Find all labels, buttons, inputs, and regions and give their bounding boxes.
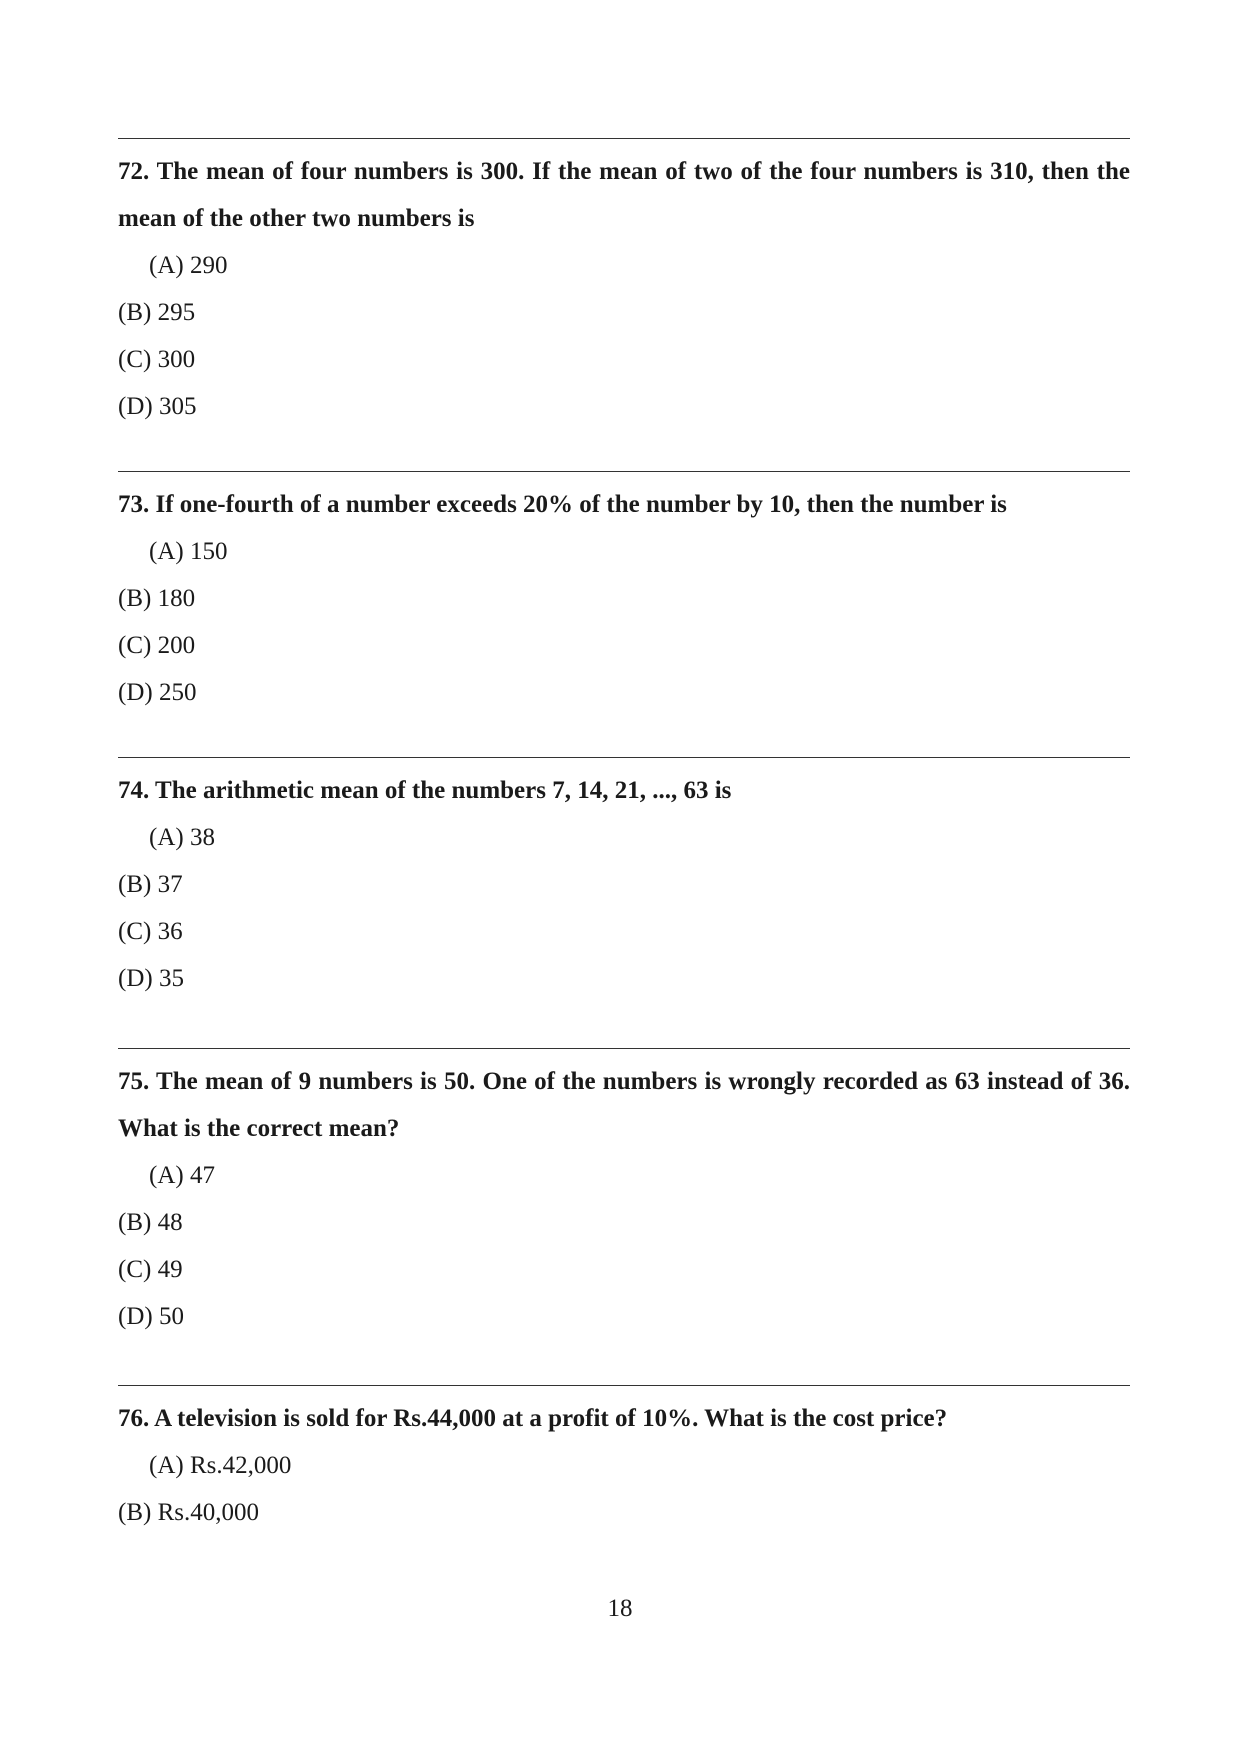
- divider-rule: [118, 1385, 1130, 1386]
- question-75: [118, 1048, 1130, 1340]
- option-c: (C) 300: [118, 346, 196, 373]
- option-a: (A) 47: [149, 1162, 215, 1189]
- divider-rule: [118, 757, 1130, 758]
- option-b: (B) 37: [118, 871, 183, 898]
- question-72: [118, 138, 1130, 430]
- option-b: (B) 295: [118, 299, 196, 326]
- option-b: (B) 180: [118, 585, 196, 612]
- option-d: (D) 35: [118, 965, 184, 992]
- option-b: (B) Rs.40,000: [118, 1499, 259, 1526]
- option-b: (B) 48: [118, 1209, 183, 1236]
- option-a: (A) 38: [149, 824, 215, 851]
- option-c: (C) 200: [118, 632, 196, 659]
- question-text: 72. The mean of four numbers is 300. If the mean of two of the four numbers is 310, then the mean of the other two numbers is: [118, 158, 1130, 232]
- option-d: (D) 50: [118, 1303, 184, 1330]
- option-c: (C) 36: [118, 918, 183, 945]
- question-76: [118, 1385, 1130, 1536]
- option-c: (C) 49: [118, 1256, 183, 1283]
- divider-rule: [118, 138, 1130, 139]
- page-number: 18: [607, 1595, 633, 1622]
- option-d: (D) 305: [118, 393, 197, 420]
- question-73: [118, 471, 1130, 716]
- divider-rule: [118, 471, 1130, 472]
- question-74: [118, 757, 1130, 1002]
- option-a: (A) 290: [149, 252, 228, 279]
- question-text: 74. The arithmetic mean of the numbers 7, 14, 21, ..., 63 is: [118, 777, 732, 804]
- divider-rule: [118, 1048, 1130, 1049]
- question-text: 75. The mean of 9 numbers is 50. One of the numbers is wrongly recorded as 63 instead of 36. What is the correct mean?: [118, 1068, 1130, 1142]
- option-d: (D) 250: [118, 679, 197, 706]
- question-text: 73. If one-fourth of a number exceeds 20% of the number by 10, then the number is: [118, 491, 1007, 518]
- question-text: 76. A television is sold for Rs.44,000 at a profit of 10%. What is the cost price?: [118, 1405, 948, 1432]
- option-a: (A) Rs.42,000: [149, 1452, 292, 1479]
- option-a: (A) 150: [149, 538, 228, 565]
